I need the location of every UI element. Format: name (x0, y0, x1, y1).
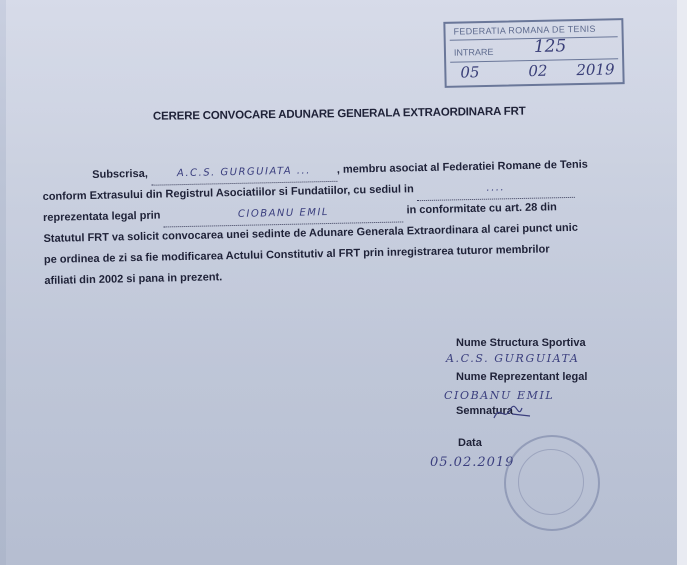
document-title: CERERE CONVOCARE ADUNARE GENERALA EXTRAORDINARA FRT (152, 105, 526, 123)
date-value-handwritten: 05.02.2019 (430, 455, 515, 470)
seat-city-handwritten: .... (417, 176, 575, 201)
signature-scribble (492, 400, 532, 426)
stamp-date-month: 02 (528, 61, 548, 81)
body-line-4: Statutul FRT va solicit convocarea unei sedinte de Adunare Generala Extraordinara al carei punct unic (43, 221, 579, 245)
registry-text: conform Extrasului din Registrul Asociatiilor si Fundatiilor, cu sediul in (42, 183, 414, 203)
subscriber-label: Subscrisa, (92, 167, 148, 181)
round-seal (504, 435, 600, 531)
signature-label: Semnatura (456, 405, 513, 417)
request-body (42, 153, 665, 292)
stamp-date-year: 2019 (576, 60, 615, 80)
stamp-organization: FEDERATIA ROMANA DE TENIS (453, 23, 596, 37)
body-line-6: afiliati din 2002 si pana in prezent. (44, 271, 223, 287)
stamp-date-day: 05 (460, 63, 480, 82)
document-page (6, 0, 680, 565)
club-name-handwritten: A.C.S. GURGUIATA ... (151, 160, 337, 186)
conformity-text: in conformitate cu art. 28 din (406, 201, 557, 217)
representative-name-handwritten: CIOBANU EMIL (163, 200, 403, 227)
scan-edge (677, 0, 687, 565)
date-label: Data (458, 437, 482, 449)
registration-stamp (443, 18, 624, 88)
round-seal-inner (518, 449, 584, 515)
stamp-entry-number: 125 (533, 36, 567, 57)
body-line-5: pe ordinea de zi sa fie modificarea Actului Constitutiv al FRT prin inregistrarea tuturor membrilor (43, 243, 550, 266)
stamp-entry-label: INTRARE (453, 46, 494, 58)
representative-label: Nume Reprezentant legal (456, 371, 588, 383)
structure-label: Nume Structura Sportiva (456, 337, 586, 349)
structure-value-handwritten: A.C.S. GURGUIATA (446, 352, 580, 365)
member-text: , membru asociat al Federatiei Romane de Tenis (336, 158, 588, 176)
legal-representative-text: reprezentata legal prin (42, 209, 161, 224)
representative-value-handwritten: CIOBANU EMIL (444, 389, 555, 402)
